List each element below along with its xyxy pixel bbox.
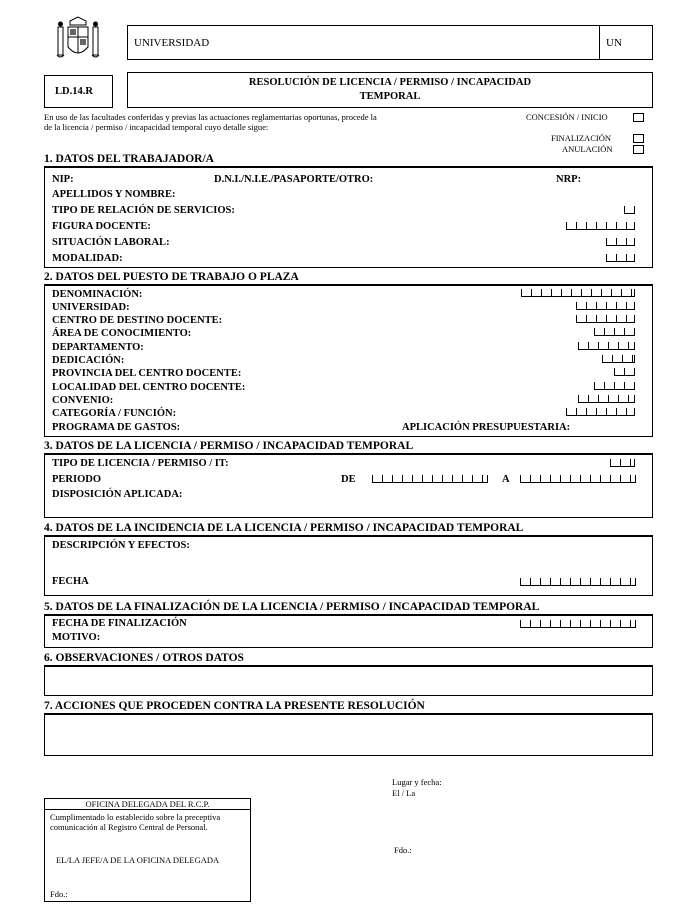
option-concesion-label: CONCESIÓN / INICIO — [526, 112, 608, 122]
intro-line1: En uso de las facultades conferidas y previas las actuaciones reglamentarias oportunas, procede la — [44, 112, 377, 122]
universidad-input[interactable] — [576, 302, 635, 310]
provincia-label: PROVINCIA DEL CENTRO DOCENTE: — [52, 368, 242, 379]
observaciones-box[interactable] — [44, 666, 653, 696]
section6-title: 6. OBSERVACIONES / OTROS DATOS — [44, 652, 244, 664]
dedicacion-input[interactable] — [602, 355, 635, 363]
fecha-finalizacion-input[interactable] — [520, 620, 636, 628]
departamento-input[interactable] — [578, 342, 635, 350]
disposicion-label: DISPOSICIÓN APLICADA: — [52, 489, 183, 500]
area-conocimiento-input[interactable] — [594, 328, 635, 336]
oficina-title-divider — [44, 809, 251, 810]
aplicacion-label: APLICACIÓN PRESUPUESTARIA: — [402, 422, 571, 433]
dedicacion-label: DEDICACIÓN: — [52, 355, 125, 366]
localidad-label: LOCALIDAD DEL CENTRO DOCENTE: — [52, 382, 246, 393]
tipo-relacion-label: TIPO DE RELACIÓN DE SERVICIOS: — [52, 205, 235, 216]
university-label: UNIVERSIDAD — [134, 37, 210, 49]
tipo-licencia-input[interactable] — [610, 459, 635, 467]
centro-destino-input[interactable] — [576, 315, 635, 323]
form-title-line2: TEMPORAL — [359, 91, 421, 102]
periodo-a-label: A — [502, 474, 510, 485]
categoria-label: CATEGORÍA / FUNCIÓN: — [52, 408, 177, 419]
oficina-jefe: EL/LA JEFE/A DE LA OFICINA DELEGADA — [56, 855, 220, 865]
figura-docente-input[interactable] — [566, 222, 635, 230]
form-code: LD.14.R — [55, 86, 93, 97]
periodo-de-input[interactable] — [372, 475, 488, 483]
anulacion-checkbox[interactable] — [633, 145, 644, 154]
dni-label: D.N.I./N.I.E./PASAPORTE/OTRO: — [214, 174, 374, 185]
section3-title: 3. DATOS DE LA LICENCIA / PERMISO / INCAPACIDAD TEMPORAL — [44, 440, 414, 452]
section5-title: 5. DATOS DE LA FINALIZACIÓN DE LA LICENCIA / PERMISO / INCAPACIDAD TEMPORAL — [44, 601, 540, 613]
oficina-line2: comunicación al Registro Central de Personal. — [50, 822, 208, 832]
section4-title: 4. DATOS DE LA INCIDENCIA DE LA LICENCIA / PERMISO / INCAPACIDAD TEMPORAL — [44, 522, 524, 534]
intro-line2: de la licencia / permiso / incapacidad temporal cuyo detalle sigue: — [44, 122, 269, 132]
section2-title: 2. DATOS DEL PUESTO DE TRABAJO O PLAZA — [44, 271, 299, 283]
denominacion-label: DENOMINACIÓN: — [52, 289, 143, 300]
tipo-licencia-label: TIPO DE LICENCIA / PERMISO / IT: — [52, 458, 229, 469]
acciones-box[interactable] — [44, 714, 653, 756]
figura-docente-label: FIGURA DOCENTE: — [52, 221, 151, 232]
signature-fdo-label: Fdo.: — [394, 845, 412, 855]
periodo-a-input[interactable] — [520, 475, 636, 483]
area-conocimiento-label: ÁREA DE CONOCIMIENTO: — [52, 328, 192, 339]
section1-title: 1. DATOS DEL TRABAJADOR/A — [44, 153, 214, 165]
fecha-incidencia-label: FECHA — [52, 576, 89, 587]
oficina-line1: Cumplimentado lo establecido sobre la preceptiva — [50, 812, 221, 822]
form-title-line1: RESOLUCIÓN DE LICENCIA / PERMISO / INCAPACIDAD — [248, 77, 532, 88]
fecha-finalizacion-label: FECHA DE FINALIZACIÓN — [52, 618, 187, 629]
periodo-de-label: DE — [341, 474, 356, 485]
centro-destino-label: CENTRO DE DESTINO DOCENTE: — [52, 315, 223, 326]
convenio-label: CONVENIO: — [52, 395, 114, 406]
modalidad-label: MODALIDAD: — [52, 253, 123, 264]
fecha-incidencia-input[interactable] — [520, 578, 636, 586]
modalidad-input[interactable] — [606, 254, 635, 262]
oficina-title: OFICINA DELEGADA DEL R.C.P. — [85, 799, 210, 809]
departamento-label: DEPARTAMENTO: — [52, 342, 144, 353]
denominacion-input[interactable] — [521, 289, 635, 297]
finalizacion-checkbox[interactable] — [633, 134, 644, 143]
situacion-laboral-input[interactable] — [606, 238, 635, 246]
concesion-checkbox[interactable] — [633, 113, 644, 122]
coat-of-arms-icon — [56, 15, 100, 63]
periodo-label: PERIODO — [52, 474, 102, 485]
option-finalizacion-label: FINALIZACIÓN — [551, 133, 611, 143]
provincia-input[interactable] — [614, 368, 635, 376]
motivo-label: MOTIVO: — [52, 632, 101, 643]
el-la-label: El / La — [392, 788, 416, 798]
localidad-input[interactable] — [594, 382, 635, 390]
apellidos-label: APELLIDOS Y NOMBRE: — [52, 189, 176, 200]
lugar-fecha-label: Lugar y fecha: — [392, 777, 442, 787]
situacion-laboral-label: SITUACIÓN LABORAL: — [52, 237, 170, 248]
tipo-relacion-input[interactable] — [624, 206, 635, 214]
university-code-label: UN — [606, 37, 622, 49]
categoria-input[interactable] — [566, 408, 635, 416]
nrp-label: NRP: — [556, 174, 582, 185]
nip-label: NIP: — [52, 174, 74, 185]
universidad-label: UNIVERSIDAD: — [52, 302, 130, 313]
section7-title: 7. ACCIONES QUE PROCEDEN CONTRA LA PRESENTE RESOLUCIÓN — [44, 700, 425, 712]
university-divider — [599, 25, 600, 60]
descripcion-label: DESCRIPCIÓN Y EFECTOS: — [52, 540, 190, 551]
oficina-fdo: Fdo.: — [50, 889, 68, 899]
convenio-input[interactable] — [578, 395, 635, 403]
option-anulacion-label: ANULACIÓN — [562, 144, 613, 154]
programa-gastos-label: PROGRAMA DE GASTOS: — [52, 422, 181, 433]
